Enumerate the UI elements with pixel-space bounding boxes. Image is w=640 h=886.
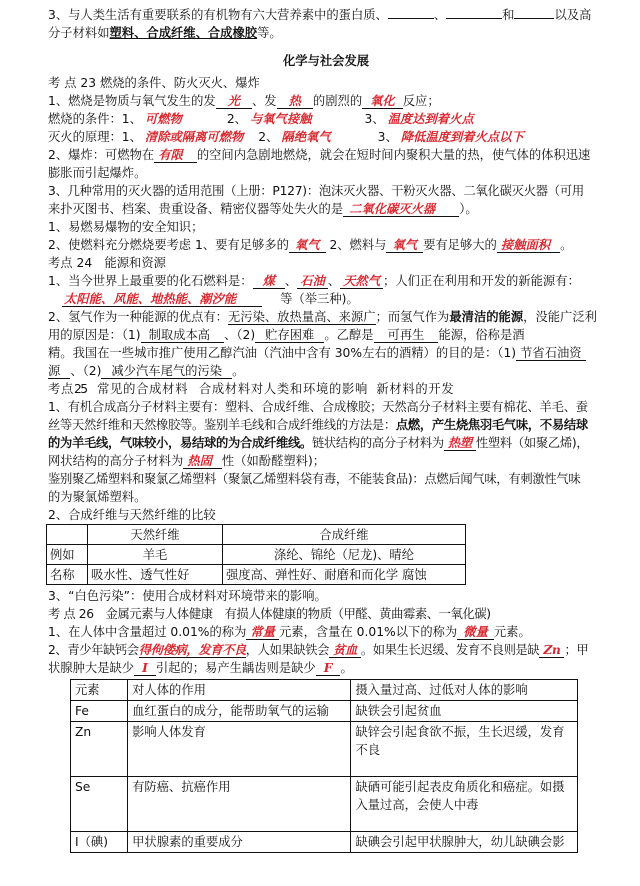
table-row <box>71 777 578 832</box>
answer: 氧气 <box>289 237 326 253</box>
text: 性塑料（如聚乙烯)， <box>475 436 589 450</box>
text: 等。 <box>257 26 282 40</box>
answer: 石油 <box>297 273 328 289</box>
table-header: 摄入量过高、过低对人体的影响 <box>351 680 578 701</box>
text: 。 <box>560 238 573 252</box>
table-cell: 涤纶、锦纶（尼龙)、晴纶 <box>223 545 466 565</box>
answer: 微量 <box>457 624 494 640</box>
topic-23-heading: 考 点 23 燃烧的条件、防火灭火、爆炸 <box>48 76 260 90</box>
table-cell: 血红蛋白的成分，能帮助氧气的运输 <box>128 701 351 722</box>
text: 、发 <box>252 94 277 108</box>
text: 2、 <box>258 130 279 144</box>
answer: 贫血 <box>329 642 361 658</box>
answer: 氧化 <box>362 93 403 109</box>
underlined-answer: 无污染、放热量高、来源广 <box>227 310 376 324</box>
table-cell: Se <box>71 777 128 832</box>
text: 2、氢气作为一种能源的优点有： <box>48 310 228 324</box>
answer: 隔绝氧气 <box>281 129 331 144</box>
table-cell: 吸水性、透气性好 <box>88 565 223 585</box>
ethanol-line <box>48 344 604 362</box>
text: 丝等天然纤维和天然橡胶等。鉴别羊毛线和合成纤维线的方法是： <box>48 418 396 432</box>
answer: 可燃物 <box>144 111 182 126</box>
table-cell: 名称 <box>47 565 88 585</box>
text: 。 <box>340 661 353 675</box>
bold-text: 最清洁的能源 <box>449 310 524 324</box>
answer: 有限 <box>154 147 197 163</box>
table-cell: Zn <box>71 722 128 777</box>
text: ；而氢气作为 <box>375 310 450 324</box>
extinguish-principles <box>48 128 604 146</box>
table-cell: 例如 <box>47 545 88 565</box>
text: 分子材料如 <box>48 26 110 40</box>
answer: Zn <box>539 642 564 658</box>
text: 来扑灭图书、档案、贵重设备、精密仪器等处失火的是 <box>48 202 344 216</box>
table-cell: 缺锌会引起食欲不振，生长迟缓，发育不良 <box>351 722 578 777</box>
text: 3、 <box>377 130 398 144</box>
answer: 常量 <box>246 624 279 640</box>
text: 要有足够大的 <box>423 238 497 252</box>
table-cell: 强度高、弹性好、耐磨和而化学 腐蚀 <box>223 565 466 585</box>
answer: 热 <box>277 93 313 109</box>
text-line: 的为聚氯烯塑料。 <box>48 490 147 504</box>
text: 3、与人类生活有重要联系的有机物有六大营养素中的蛋白质、 <box>48 8 388 22</box>
text: 网状结构的高分子材料为 <box>48 454 184 468</box>
text: 、 <box>327 274 341 288</box>
text: 。 <box>232 364 245 378</box>
text: 1、在人体中含量超过 0.01%的称为 <box>48 625 247 639</box>
table-cell: 羊毛 <box>88 545 223 565</box>
hydrogen-reason-line <box>48 326 604 344</box>
text: 、 <box>284 274 298 288</box>
underlined-answer: 贮存困难 <box>255 328 324 343</box>
answer: 与氧气接触 <box>249 111 312 126</box>
text: 能源，俗称是酒 <box>438 328 525 342</box>
element-health-table <box>70 679 578 853</box>
text: ）。 <box>459 202 478 216</box>
text: 等（举三种)。 <box>280 292 359 306</box>
answer: 太阳能、风能、地热能、潮汐能 <box>62 291 262 307</box>
answer: 清除或隔离可燃物 <box>144 129 244 144</box>
thermoset-line <box>48 452 604 470</box>
table-row <box>71 832 578 853</box>
text: 以及高 <box>554 8 592 22</box>
thermoplastic-line <box>48 434 604 452</box>
text: 元素，含量在 0.01%以下的称为 <box>278 625 458 639</box>
text: 的空间内急剧地燃烧，就会在短时间内聚积大量的热，使气体的体积迅速 <box>196 148 591 162</box>
table-cell: Fe <box>71 701 128 722</box>
fill-blank <box>388 6 434 19</box>
macro-micro-line <box>48 623 604 641</box>
text: 性（如酚醛塑料)； <box>221 454 326 468</box>
text: ；人们正在利用和开发的新能源有： <box>383 274 580 288</box>
fill-blank <box>514 6 554 19</box>
answer: 光 <box>216 93 252 109</box>
fill-blank <box>446 6 502 19</box>
table-row <box>71 701 578 722</box>
topic-25-heading: 考 点 25 常 见 的 合 成 材 料 合 成 材 料 对 人 类 和 环 境 的 影 响 新 材 料 的 开 发 <box>48 382 453 396</box>
answer: 得佝偻病，发育不良 <box>138 642 246 657</box>
topic-24-heading: 考点 24 能源和资源 <box>48 256 166 270</box>
text: 反应； <box>402 94 440 108</box>
answer: 接触面积 <box>497 237 560 253</box>
topic-26-heading: 考 点 26 金属元素与人体健康 有损人体健康的物质（甲醛、黄曲霉素、一氧化碳) <box>48 607 491 621</box>
wool-test-line <box>48 416 604 434</box>
iodine-fluorine-line <box>48 659 604 677</box>
answer: 热塑 <box>444 435 476 451</box>
bold-text: 的为羊毛线，气味较小，易结球的为合成纤维线。 <box>48 436 312 450</box>
text-line: 2、合成纤维与天然纤维的比较 <box>48 508 216 522</box>
combustion-conditions <box>48 110 604 128</box>
table-cell <box>47 525 88 545</box>
text-line: 1、有机合成高分子材料主要有：塑料、合成纤维、合成橡胶；天然高分子材料主要有棉花、羊毛、蚕 <box>48 400 588 414</box>
text: 。乙醇是 <box>324 328 374 342</box>
answer: 煤 <box>253 273 285 289</box>
text: 2、 <box>226 112 247 126</box>
table-cell: 影响人体发育 <box>128 722 351 777</box>
answer: 降低温度到着火点以下 <box>400 129 524 144</box>
section-title: 化学与社会发展 <box>282 54 370 68</box>
text: 精。我国在一些城市推广使用乙醇汽油（汽油中含有 30%左右的酒精）的目的是：（1) <box>48 346 517 360</box>
text: 1、燃烧是物质与氧气发生的发 <box>48 94 216 108</box>
table-cell: 缺硒可能引起表皮角质化和癌症。如摄入量过高，会使人中毒 <box>351 777 578 832</box>
explosion-line <box>48 146 604 164</box>
text: 2、燃料与 <box>329 238 387 252</box>
new-energy-line <box>48 290 604 308</box>
text: 和 <box>502 8 515 22</box>
table-cell: 缺铁会引起贫血 <box>351 701 578 722</box>
text: 2、使燃料充分燃烧要考虑 1、要有足够多的 <box>48 238 289 252</box>
text-line: 膨胀而引起爆炸。 <box>48 166 147 180</box>
underlined-answer: 节省石油资 <box>516 346 586 361</box>
text: 。如果生长迟缓、发育不良则是缺 <box>360 643 540 657</box>
text: 3、 <box>364 112 385 126</box>
text: 、（2) <box>70 364 102 378</box>
nutrients-line: 3、与人类生活有重要联系的有机物有六大营养素中的蛋白质、 、 和 以及高 <box>48 8 592 22</box>
text: 灭火的原理：1、 <box>48 130 142 144</box>
text: ，人如果缺铁会 <box>245 643 330 657</box>
polymer-line <box>48 24 604 42</box>
table-cell: 缺碘会引起甲状腺肿大，幼儿缺碘会影 <box>351 832 578 853</box>
underlined-answer: 源 <box>48 364 70 379</box>
text-line: 3、几种常用的灭火器的适用范围（上册：P127)：泡沫灭火器、干粉灭火器、二氧化碳灭火器（可用 <box>48 184 584 198</box>
deficiency-line <box>48 641 604 659</box>
answer: F <box>316 660 341 676</box>
table-header: 天然纤维 <box>88 525 223 545</box>
extinguisher-line <box>48 200 604 218</box>
underlined-answer: 可再生 <box>374 328 439 343</box>
bold-text: 点燃，产生烧焦羽毛气味，不易结球 <box>395 418 588 432</box>
fossil-fuel-line <box>48 272 604 290</box>
underlined-answer: 减少汽车尾气的污染 <box>101 364 232 379</box>
table-cell: I（碘) <box>71 832 128 853</box>
answer: 二氧化碳灭火器 <box>343 201 459 217</box>
table-cell: 有防癌、抗癌作用 <box>128 777 351 832</box>
text-line: 3、“白色污染”：使用合成材料对环境带来的影响。 <box>48 589 327 603</box>
text: 2、青少年缺钙会 <box>48 643 139 657</box>
text: 的剧烈的 <box>312 94 363 108</box>
text: 、（2) <box>224 328 256 342</box>
text-line: 鉴别聚乙烯塑料和聚氯乙烯塑料（聚氯乙烯塑料袋有毒，不能装食品)：点燃后闻气味，有刺激性气味 <box>48 472 581 486</box>
answer: I <box>134 660 156 676</box>
answer: 温度达到着火点 <box>387 111 474 126</box>
text: 1、当今世界上最重要的化石燃料是： <box>48 274 253 288</box>
bold-text: 塑料、合成纤维、合成橡胶 <box>109 26 258 40</box>
underlined-answer: 制取成本高 <box>141 328 225 343</box>
text: ；甲 <box>564 643 589 657</box>
table-header: 对人体的作用 <box>128 680 351 701</box>
answer: 热固 <box>183 453 222 469</box>
answer: 天然气 <box>340 273 383 289</box>
answer: 氧气 <box>386 237 423 253</box>
fiber-comparison-table <box>46 524 466 585</box>
combustion-definition <box>48 92 604 110</box>
table-cell: 甲状腺素的重要成分 <box>128 832 351 853</box>
table-header: 元素 <box>71 680 128 701</box>
text-line: 1、易燃易爆物的安全知识； <box>48 220 204 234</box>
text: 状腺肿大是缺少 <box>48 661 135 675</box>
full-combustion-line <box>48 236 604 254</box>
table-row <box>71 722 578 777</box>
table-header: 合成纤维 <box>223 525 466 545</box>
text: ，没能广泛利 <box>523 310 597 324</box>
text: 2、爆炸：可燃物在 <box>48 148 155 162</box>
text: 燃烧的条件：1、 <box>48 112 142 126</box>
text: 元素。 <box>493 625 531 639</box>
text: 链状结构的高分子材料为 <box>311 436 444 450</box>
hydrogen-line <box>48 308 604 326</box>
text: 用的原因是：（1) <box>48 328 141 342</box>
text: 引起的；易产生龋齿则是缺少 <box>155 661 316 675</box>
ethanol-line-2 <box>48 362 604 380</box>
